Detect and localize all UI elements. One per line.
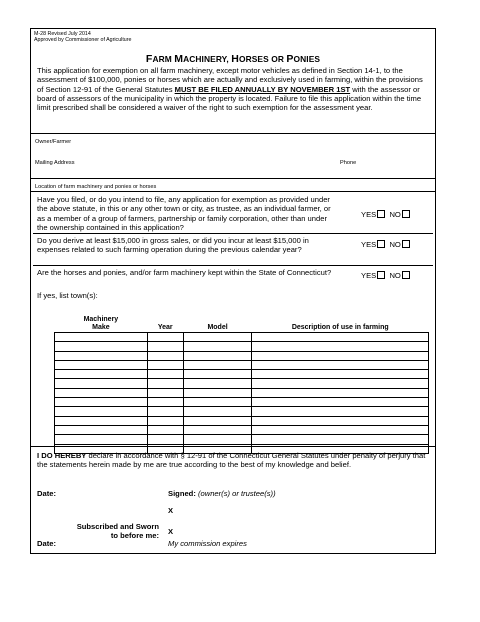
owner-signature-field[interactable] bbox=[181, 501, 421, 513]
table-row bbox=[55, 435, 429, 444]
notary-signature-field[interactable] bbox=[181, 522, 421, 534]
cell[interactable] bbox=[147, 351, 183, 360]
cell[interactable] bbox=[55, 379, 148, 388]
question-2-yes-checkbox[interactable] bbox=[377, 240, 385, 248]
question-1-no-checkbox[interactable] bbox=[402, 210, 410, 218]
form-number: M-28 Revised July 2014 bbox=[34, 31, 91, 37]
divider bbox=[31, 446, 435, 447]
cell[interactable] bbox=[55, 388, 148, 397]
declaration: I DO HEREBY declare in accordance with § 12-91 of the Connecticut General Statutes under penalty of perjury that the statements herein made by me are true according to the best of my knowledge and belief. bbox=[37, 451, 426, 470]
cell[interactable] bbox=[147, 416, 183, 425]
question-1-answers: YES NO bbox=[361, 210, 410, 219]
col-machinery-make: Machinery Make bbox=[83, 316, 119, 331]
cell[interactable] bbox=[55, 407, 148, 416]
table-row bbox=[55, 425, 429, 434]
question-3-no-checkbox[interactable] bbox=[402, 271, 410, 279]
cell[interactable] bbox=[183, 379, 252, 388]
cell[interactable] bbox=[55, 342, 148, 351]
sworn-label: Subscribed and Sworn to before me: bbox=[76, 522, 159, 540]
location-label: Location of farm machinery and ponies or horses bbox=[35, 184, 157, 190]
cell[interactable] bbox=[55, 416, 148, 425]
cell[interactable] bbox=[183, 398, 252, 407]
question-1-yes-checkbox[interactable] bbox=[377, 210, 385, 218]
cell[interactable] bbox=[252, 388, 429, 397]
signed-hint: (owner(s) or trustee(s)) bbox=[197, 489, 276, 498]
cell[interactable] bbox=[147, 370, 183, 379]
date-label-2: Date: bbox=[37, 539, 56, 548]
cell[interactable] bbox=[252, 407, 429, 416]
cell[interactable] bbox=[252, 360, 429, 369]
table-row bbox=[55, 379, 429, 388]
signed-label: Signed: bbox=[168, 489, 196, 498]
table-row bbox=[55, 342, 429, 351]
commission-expires-label: My commission expires bbox=[168, 539, 247, 548]
cell[interactable] bbox=[55, 435, 148, 444]
signed-line bbox=[168, 489, 276, 498]
table-row bbox=[55, 416, 429, 425]
table-row bbox=[55, 351, 429, 360]
table-row bbox=[55, 370, 429, 379]
cell[interactable] bbox=[183, 351, 252, 360]
table-row bbox=[55, 388, 429, 397]
question-2-no-checkbox[interactable] bbox=[402, 240, 410, 248]
divider bbox=[31, 178, 435, 179]
cell[interactable] bbox=[252, 342, 429, 351]
cell[interactable] bbox=[252, 379, 429, 388]
cell[interactable] bbox=[55, 351, 148, 360]
question-3-yes-checkbox[interactable] bbox=[377, 271, 385, 279]
cell[interactable] bbox=[183, 416, 252, 425]
cell[interactable] bbox=[252, 398, 429, 407]
cell[interactable] bbox=[252, 370, 429, 379]
cell[interactable] bbox=[147, 360, 183, 369]
cell[interactable] bbox=[55, 370, 148, 379]
intro-paragraph: This application for exemption on all farm machinery, except motor vehicles as defined in Section 14-1, to the assessment of $100,000, ponies or horses which are actually and exclusively used in farming, within the provisions of Section 12-91 of the General Statutes MUST BE FILED ANNUALLY BY NOVEMBER 1ST with the assessor or board of assessors of the municipality in which the property is located. Failure to file this application within the time limit prescribed shall be considered a waiver of the right to such exemption for the assessment year. bbox=[37, 66, 423, 113]
col-model: Model bbox=[207, 324, 228, 331]
col-description: Description of use in farming bbox=[291, 324, 389, 331]
cell[interactable] bbox=[183, 360, 252, 369]
phone-label: Phone bbox=[340, 160, 357, 166]
table-row bbox=[55, 333, 429, 342]
date-label: Date: bbox=[37, 489, 56, 498]
notary-x-mark: X bbox=[168, 527, 174, 536]
cell[interactable] bbox=[252, 425, 429, 434]
exemption-form bbox=[30, 28, 436, 554]
cell[interactable] bbox=[147, 388, 183, 397]
cell[interactable] bbox=[183, 425, 252, 434]
cell[interactable] bbox=[55, 333, 148, 342]
cell[interactable] bbox=[183, 370, 252, 379]
deadline-emphasis: MUST BE FILED ANNUALLY BY NOVEMBER 1ST bbox=[174, 84, 351, 94]
cell[interactable] bbox=[55, 398, 148, 407]
phone-separator bbox=[331, 159, 333, 169]
question-3: Are the horses and ponies, and/or farm machinery kept within the State of Connecticut? bbox=[37, 268, 332, 277]
mailing-address-label: Mailing Address bbox=[35, 160, 75, 166]
cell[interactable] bbox=[183, 435, 252, 444]
col-year: Year bbox=[157, 324, 173, 331]
divider bbox=[33, 233, 433, 234]
cell[interactable] bbox=[147, 435, 183, 444]
question-1: Have you filed, or do you intend to file, any application for exemption as provided under the above statute, in this or any other town or city, as trustee, as an individual farmer, or as a member of a group of farmers, partnership or family corporation, other than under the ownership contained in this application? bbox=[37, 195, 331, 232]
cell[interactable] bbox=[252, 435, 429, 444]
cell[interactable] bbox=[183, 333, 252, 342]
approved-by: Approved by Commissioner of Agriculture bbox=[34, 37, 132, 43]
cell[interactable] bbox=[147, 333, 183, 342]
question-2-answers: YES NO bbox=[361, 240, 410, 249]
table-header bbox=[55, 310, 429, 333]
mailing-address-field[interactable] bbox=[35, 167, 325, 175]
cell[interactable] bbox=[147, 398, 183, 407]
question-2: Do you derive at least $15,000 in gross sales, or did you incur at least $15,000 in expenses related to such farming operation during the previous calendar year? bbox=[37, 236, 309, 255]
cell[interactable] bbox=[147, 407, 183, 416]
divider bbox=[31, 133, 435, 134]
machinery-table bbox=[54, 310, 429, 454]
cell[interactable] bbox=[147, 379, 183, 388]
divider bbox=[31, 191, 435, 192]
cell[interactable] bbox=[183, 407, 252, 416]
table-row bbox=[55, 407, 429, 416]
cell[interactable] bbox=[252, 351, 429, 360]
form-title: FARM MACHINERY, HORSES OR PONIES bbox=[145, 53, 321, 65]
cell[interactable] bbox=[252, 333, 429, 342]
cell[interactable] bbox=[183, 342, 252, 351]
signature-x-mark: X bbox=[168, 506, 174, 515]
owner-label: Owner/Farmer bbox=[35, 139, 72, 145]
towns-field[interactable] bbox=[111, 289, 431, 299]
question-3-answers: YES NO bbox=[361, 271, 410, 280]
cell[interactable] bbox=[147, 342, 183, 351]
cell[interactable] bbox=[55, 425, 148, 434]
table-row bbox=[55, 398, 429, 407]
table-row bbox=[55, 360, 429, 369]
towns-label: If yes, list town(s): bbox=[37, 291, 98, 300]
cell[interactable] bbox=[55, 360, 148, 369]
cell[interactable] bbox=[147, 425, 183, 434]
divider bbox=[33, 265, 433, 266]
cell[interactable] bbox=[183, 388, 252, 397]
cell[interactable] bbox=[252, 416, 429, 425]
